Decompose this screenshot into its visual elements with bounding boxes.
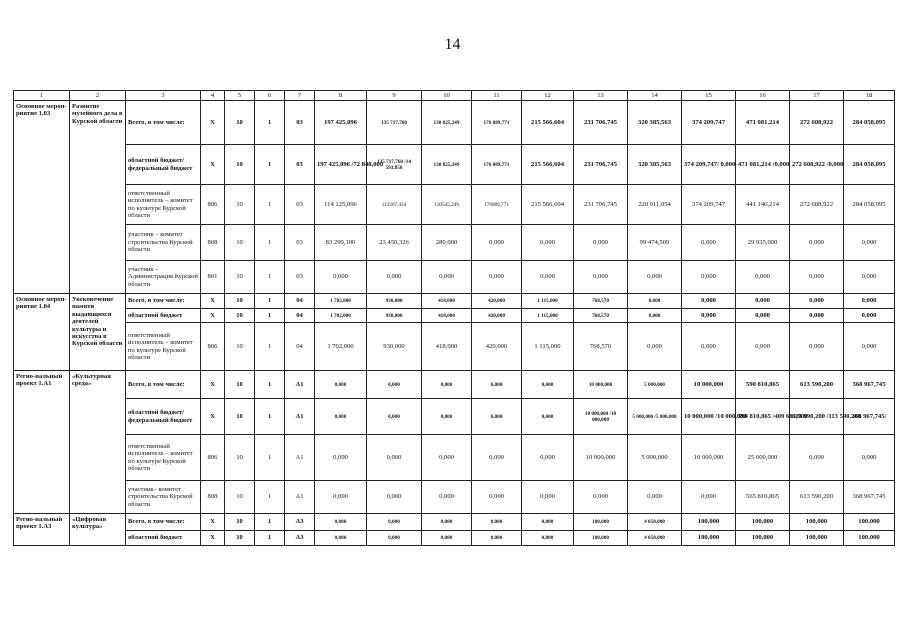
value-cell: 1 702,000 <box>315 323 367 371</box>
value-cell: 0,000 <box>367 261 422 294</box>
value-cell: А1 <box>285 399 315 435</box>
funding-source-cell: Всего, в том числе: <box>126 371 201 399</box>
value-cell: 0,000 <box>790 323 844 371</box>
value-cell: 0,000 <box>315 514 367 531</box>
column-number-header: 5 <box>225 91 255 101</box>
value-cell: 10 <box>225 145 255 185</box>
value-cell: 0,000 <box>628 323 682 371</box>
value-cell: 215 566,604 <box>522 185 574 225</box>
value-cell: 03 <box>285 225 315 261</box>
value-cell: 197 425,096 /72 848,000 <box>315 145 367 185</box>
measure-code-cell: Регио-нальный проект 1.А1 <box>14 371 70 514</box>
funding-source-cell: Всего, в том числе: <box>126 514 201 531</box>
value-cell: 806 <box>201 323 225 371</box>
funding-source-cell: ответственный исполнитель – комитет по культуре Курской области <box>126 435 201 481</box>
value-cell: 0,000 <box>682 323 736 371</box>
value-cell: 320 385,563 <box>628 145 682 185</box>
value-cell: 100,000 <box>574 531 628 546</box>
value-cell: 0,000 <box>790 225 844 261</box>
value-cell: 130 825,249 <box>422 101 472 145</box>
value-cell: 272 608,922 /0,000 <box>790 145 844 185</box>
value-cell: 0,000 <box>522 531 574 546</box>
funding-source-cell: ответственный исполнитель – комитет по культуре Курской области <box>126 185 201 225</box>
column-number-header: 4 <box>201 91 225 101</box>
value-cell: 1 <box>255 294 285 309</box>
value-cell: 10 000,000 /10 000,000 <box>574 399 628 435</box>
column-number-header: 16 <box>736 91 790 101</box>
value-cell: Х <box>201 309 225 323</box>
value-cell: 0,000 <box>628 294 682 309</box>
value-cell: 418,000 <box>422 323 472 371</box>
funding-source-cell: участник – Администрация Курской области <box>126 261 201 294</box>
value-cell: 130545,249 <box>422 185 472 225</box>
column-number-header: 11 <box>472 91 522 101</box>
value-cell: 10 <box>225 309 255 323</box>
value-cell: 0,000 <box>574 225 628 261</box>
funding-source-cell: областной бюджет/ федеральный бюджет <box>126 399 201 435</box>
value-cell: 03 <box>285 185 315 225</box>
value-cell: 10 <box>225 514 255 531</box>
value-cell: 176 889,771 <box>472 101 522 145</box>
value-cell: 0,000 <box>422 514 472 531</box>
value-cell: 0,000 <box>472 435 522 481</box>
value-cell: 420,000 <box>472 294 522 309</box>
value-cell: 100,000 <box>736 514 790 531</box>
value-cell: 808 <box>201 225 225 261</box>
page-number: 14 <box>444 36 461 53</box>
value-cell: 0,000 <box>422 371 472 399</box>
value-cell: 0,000 <box>736 294 790 309</box>
value-cell: 0,000 <box>472 225 522 261</box>
value-cell: 0,000 <box>472 261 522 294</box>
value-cell: 272 608,922 <box>790 185 844 225</box>
value-cell: 1 <box>255 514 285 531</box>
value-cell: 0,000 <box>472 371 522 399</box>
value-cell: 0,000 <box>736 323 790 371</box>
value-cell: 0,000 <box>422 399 472 435</box>
funding-source-cell: областной бюджет <box>126 531 201 546</box>
value-cell: 0,000 <box>315 481 367 514</box>
value-cell: 83 299,100 <box>315 225 367 261</box>
value-cell: 29 935,000 <box>736 225 790 261</box>
value-cell: 368 967,745/ <box>844 399 895 435</box>
column-number-header: 13 <box>574 91 628 101</box>
value-cell: 215 566,604 <box>522 101 574 145</box>
value-cell: 1 <box>255 101 285 145</box>
value-cell: 613 590,200 <box>790 481 844 514</box>
value-cell: 374 209,747/ 0,000 <box>682 145 736 185</box>
measure-name-cell: «Культурная среда» <box>70 371 126 514</box>
value-cell: 0,000 <box>422 435 472 481</box>
value-cell: 231 706,745 <box>574 185 628 225</box>
column-number-header: 3 <box>126 91 201 101</box>
value-cell: 613 590,200 <box>790 371 844 399</box>
value-cell: 114 125,096 <box>315 185 367 225</box>
value-cell: 03 <box>285 145 315 185</box>
value-cell: 10 <box>225 101 255 145</box>
value-cell: А1 <box>285 435 315 481</box>
value-cell: 10 <box>225 261 255 294</box>
column-number-header: 6 <box>255 91 285 101</box>
value-cell: 10 <box>225 531 255 546</box>
value-cell: 112267,434 <box>367 185 422 225</box>
value-cell: 10 000,000 <box>574 435 628 481</box>
value-cell: 1 <box>255 309 285 323</box>
value-cell: 0,000 <box>472 481 522 514</box>
value-cell: 565 810,865 <box>736 481 790 514</box>
value-cell: 03 <box>285 261 315 294</box>
value-cell: 284 058,095 <box>844 185 895 225</box>
column-number-header: 10 <box>422 91 472 101</box>
value-cell: 0,000 <box>844 323 895 371</box>
value-cell: 10 000,000 <box>682 371 736 399</box>
value-cell: 0,000 <box>422 531 472 546</box>
value-cell: 130 825,249 <box>422 145 472 185</box>
value-cell: 930,000 <box>367 294 422 309</box>
value-cell: 0,000 <box>367 514 422 531</box>
value-cell: 10 000,000 <box>682 435 736 481</box>
column-number-header: 18 <box>844 91 895 101</box>
value-cell: 10 <box>225 323 255 371</box>
header-row <box>14 91 895 101</box>
value-cell: 1 <box>255 225 285 261</box>
value-cell: 1 <box>255 435 285 481</box>
value-cell: Х <box>201 514 225 531</box>
value-cell: Х <box>201 399 225 435</box>
value-cell: 1 115,000 <box>522 294 574 309</box>
value-cell: 1 <box>255 371 285 399</box>
value-cell: 215 566,604 <box>522 145 574 185</box>
value-cell: 197 425,096 <box>315 101 367 145</box>
value-cell: 1 115,000 <box>522 309 574 323</box>
table-row <box>14 185 895 225</box>
table-row <box>14 101 895 145</box>
value-cell: 768,570 <box>574 323 628 371</box>
value-cell: 0,000 <box>367 481 422 514</box>
value-cell: 272 608,922 <box>790 101 844 145</box>
value-cell: 1 <box>255 481 285 514</box>
value-cell: 0,000 <box>522 225 574 261</box>
value-cell: 0,000 <box>472 399 522 435</box>
funding-source-cell: ответственный исполнитель – комитет по культуре Курской области <box>126 323 201 371</box>
table-row <box>14 399 895 435</box>
value-cell: 220 911,054 <box>628 185 682 225</box>
value-cell: 0,000 <box>844 294 895 309</box>
funding-source-cell: областной бюджет <box>126 309 201 323</box>
value-cell: 613 590,200 /113 590,200 <box>790 399 844 435</box>
value-cell: 100,000 <box>790 531 844 546</box>
value-cell: 1 <box>255 261 285 294</box>
value-cell: 1 702,000 <box>315 309 367 323</box>
value-cell: 231 706,745 <box>574 101 628 145</box>
value-cell: 0,000 <box>522 399 574 435</box>
value-cell: 0,000 <box>790 435 844 481</box>
funding-source-cell: Всего, в том числе: <box>126 294 201 309</box>
value-cell: 0,000 <box>736 309 790 323</box>
value-cell: 100,000 <box>682 514 736 531</box>
column-number-header: 9 <box>367 91 422 101</box>
value-cell: 231 706,745 <box>574 145 628 185</box>
value-cell: 1 <box>255 323 285 371</box>
value-cell: 0,000 <box>844 225 895 261</box>
value-cell: 100,000 <box>790 514 844 531</box>
value-cell: 0,000 <box>315 371 367 399</box>
value-cell: А1 <box>285 481 315 514</box>
table-row <box>14 309 895 323</box>
value-cell: 590 810,865 <box>736 371 790 399</box>
value-cell: 0,000 <box>682 309 736 323</box>
value-cell: 0,000 <box>574 481 628 514</box>
value-cell: 930,000 <box>367 323 422 371</box>
value-cell: 1 <box>255 185 285 225</box>
value-cell: 0,000 <box>628 261 682 294</box>
value-cell: 1 <box>255 399 285 435</box>
table-row <box>14 323 895 371</box>
value-cell: 10 <box>225 225 255 261</box>
value-cell: 801 <box>201 261 225 294</box>
value-cell: 10 <box>225 371 255 399</box>
value-cell: 5 000,000 <box>628 371 682 399</box>
value-cell: 806 <box>201 185 225 225</box>
value-cell: 99 474,509 <box>628 225 682 261</box>
value-cell: 0,000 <box>736 261 790 294</box>
funding-source-cell: областной бюджет/ федеральный бюджет <box>126 145 201 185</box>
column-number-header: 15 <box>682 91 736 101</box>
measure-code-cell: Основное мероп-риятие 1.03 <box>14 101 70 294</box>
value-cell: 04 <box>285 309 315 323</box>
value-cell: 03 <box>285 101 315 145</box>
value-cell: 04 <box>285 323 315 371</box>
measure-code-cell: Регио-нальный проект 1.А3 <box>14 514 70 546</box>
value-cell: 100,000 <box>574 514 628 531</box>
value-cell: Х <box>201 371 225 399</box>
value-cell: Х <box>201 101 225 145</box>
table-row <box>14 145 895 185</box>
column-number-header: 12 <box>522 91 574 101</box>
value-cell: 135 717,760 <box>367 101 422 145</box>
value-cell: 0,000 <box>790 261 844 294</box>
value-cell: А3 <box>285 514 315 531</box>
value-cell: 374 209,747 <box>682 185 736 225</box>
funding-source-cell: участник – комитет строительства Курской области <box>126 225 201 261</box>
value-cell: 418,000 <box>422 294 472 309</box>
value-cell: 0,000 <box>682 481 736 514</box>
value-cell: 808 <box>201 481 225 514</box>
value-cell: 4 050,000 <box>628 514 682 531</box>
column-number-header: 8 <box>315 91 367 101</box>
value-cell: 0,000 <box>367 531 422 546</box>
value-cell: 135 717,760 /14 593,850 <box>367 145 422 185</box>
column-number-header: 17 <box>790 91 844 101</box>
value-cell: А1 <box>285 371 315 399</box>
table-row <box>14 225 895 261</box>
value-cell: 0,000 <box>315 435 367 481</box>
table-row <box>14 294 895 309</box>
funding-source-cell: Всего, в том числе: <box>126 101 201 145</box>
column-number-header: 1 <box>14 91 70 101</box>
value-cell: 0,000 <box>315 399 367 435</box>
value-cell: 280,000 <box>422 225 472 261</box>
value-cell: 0,000 <box>367 371 422 399</box>
measure-name-cell: Увековечение памяти выдающихся деятелей культуры и искусства в Курской области <box>70 294 126 371</box>
value-cell: 471 081,214 /0,000 <box>736 145 790 185</box>
value-cell: 590 810,865 /409 683,900 <box>736 399 790 435</box>
value-cell: 176 889,771 <box>472 145 522 185</box>
value-cell: 10 <box>225 435 255 481</box>
value-cell: 10 <box>225 399 255 435</box>
table-row <box>14 514 895 531</box>
value-cell: 100,000 <box>844 514 895 531</box>
budget-table <box>13 90 895 546</box>
value-cell: 0,000 <box>682 225 736 261</box>
value-cell: 471 081,214 <box>736 101 790 145</box>
value-cell: 0,000 <box>844 435 895 481</box>
value-cell: 420,000 <box>472 309 522 323</box>
table-row <box>14 371 895 399</box>
value-cell: 10 000,000 /10 000,000 <box>682 399 736 435</box>
value-cell: 320 385,563 <box>628 101 682 145</box>
measure-code-cell: Основное мероп-риятие 1.04 <box>14 294 70 371</box>
value-cell: 418,000 <box>422 309 472 323</box>
value-cell: 0,000 <box>628 481 682 514</box>
value-cell: 0,000 <box>682 294 736 309</box>
value-cell: 0,000 <box>522 514 574 531</box>
value-cell: 0,000 <box>367 399 422 435</box>
value-cell: 1 <box>255 531 285 546</box>
value-cell: 0,000 <box>574 261 628 294</box>
value-cell: 0,000 <box>790 309 844 323</box>
value-cell: 0,000 <box>422 261 472 294</box>
value-cell: 10 000,000 <box>574 371 628 399</box>
value-cell: Х <box>201 294 225 309</box>
value-cell: Х <box>201 531 225 546</box>
funding-source-cell: участник– комитет строительства Курской области <box>126 481 201 514</box>
value-cell: 23 450,326 <box>367 225 422 261</box>
value-cell: 0,000 <box>472 531 522 546</box>
value-cell: 0,000 <box>422 481 472 514</box>
value-cell: 4 050,000 <box>628 531 682 546</box>
measure-name-cell: «Цифровая культура» <box>70 514 126 546</box>
value-cell: 0,000 <box>844 261 895 294</box>
value-cell: 10 <box>225 481 255 514</box>
value-cell: 368 967,745 <box>844 481 895 514</box>
value-cell: 0,000 <box>790 294 844 309</box>
measure-name-cell: Развитие музейного дела в Курской области <box>70 101 126 294</box>
value-cell: 1 115,000 <box>522 323 574 371</box>
value-cell: 10 <box>225 294 255 309</box>
value-cell: 0,000 <box>682 261 736 294</box>
value-cell: 374 209,747 <box>682 101 736 145</box>
value-cell: 284 058,095 <box>844 101 895 145</box>
table-row <box>14 435 895 481</box>
value-cell: 0,000 <box>472 514 522 531</box>
value-cell: 0,000 <box>522 261 574 294</box>
value-cell: 10 <box>225 185 255 225</box>
value-cell: 100,000 <box>844 531 895 546</box>
value-cell: 0,000 <box>628 309 682 323</box>
value-cell: 100,000 <box>736 531 790 546</box>
value-cell: 1 702,000 <box>315 294 367 309</box>
value-cell: 420,000 <box>472 323 522 371</box>
value-cell: 04 <box>285 294 315 309</box>
value-cell: 768,570 <box>574 294 628 309</box>
value-cell: 176889,771 <box>472 185 522 225</box>
value-cell: 1 <box>255 145 285 185</box>
value-cell: 768,570 <box>574 309 628 323</box>
value-cell: 0,000 <box>844 309 895 323</box>
value-cell: 5 000,000 /5 000,000 <box>628 399 682 435</box>
value-cell: 0,000 <box>315 531 367 546</box>
value-cell: 930,000 <box>367 309 422 323</box>
column-number-header: 14 <box>628 91 682 101</box>
value-cell: 368 967,745 <box>844 371 895 399</box>
value-cell: 0,000 <box>522 371 574 399</box>
value-cell: А3 <box>285 531 315 546</box>
value-cell: 284 058,095 <box>844 145 895 185</box>
value-cell: 441 146,214 <box>736 185 790 225</box>
value-cell: 0,000 <box>522 435 574 481</box>
column-number-header: 2 <box>70 91 126 101</box>
table-row <box>14 261 895 294</box>
value-cell: 5 000,000 <box>628 435 682 481</box>
value-cell: 806 <box>201 435 225 481</box>
table-row <box>14 481 895 514</box>
value-cell: 0,000 <box>522 481 574 514</box>
value-cell: 100,000 <box>682 531 736 546</box>
value-cell: 25 000,000 <box>736 435 790 481</box>
value-cell: 0,000 <box>367 435 422 481</box>
value-cell: Х <box>201 145 225 185</box>
column-number-header: 7 <box>285 91 315 101</box>
table-row <box>14 531 895 546</box>
value-cell: 0,000 <box>315 261 367 294</box>
